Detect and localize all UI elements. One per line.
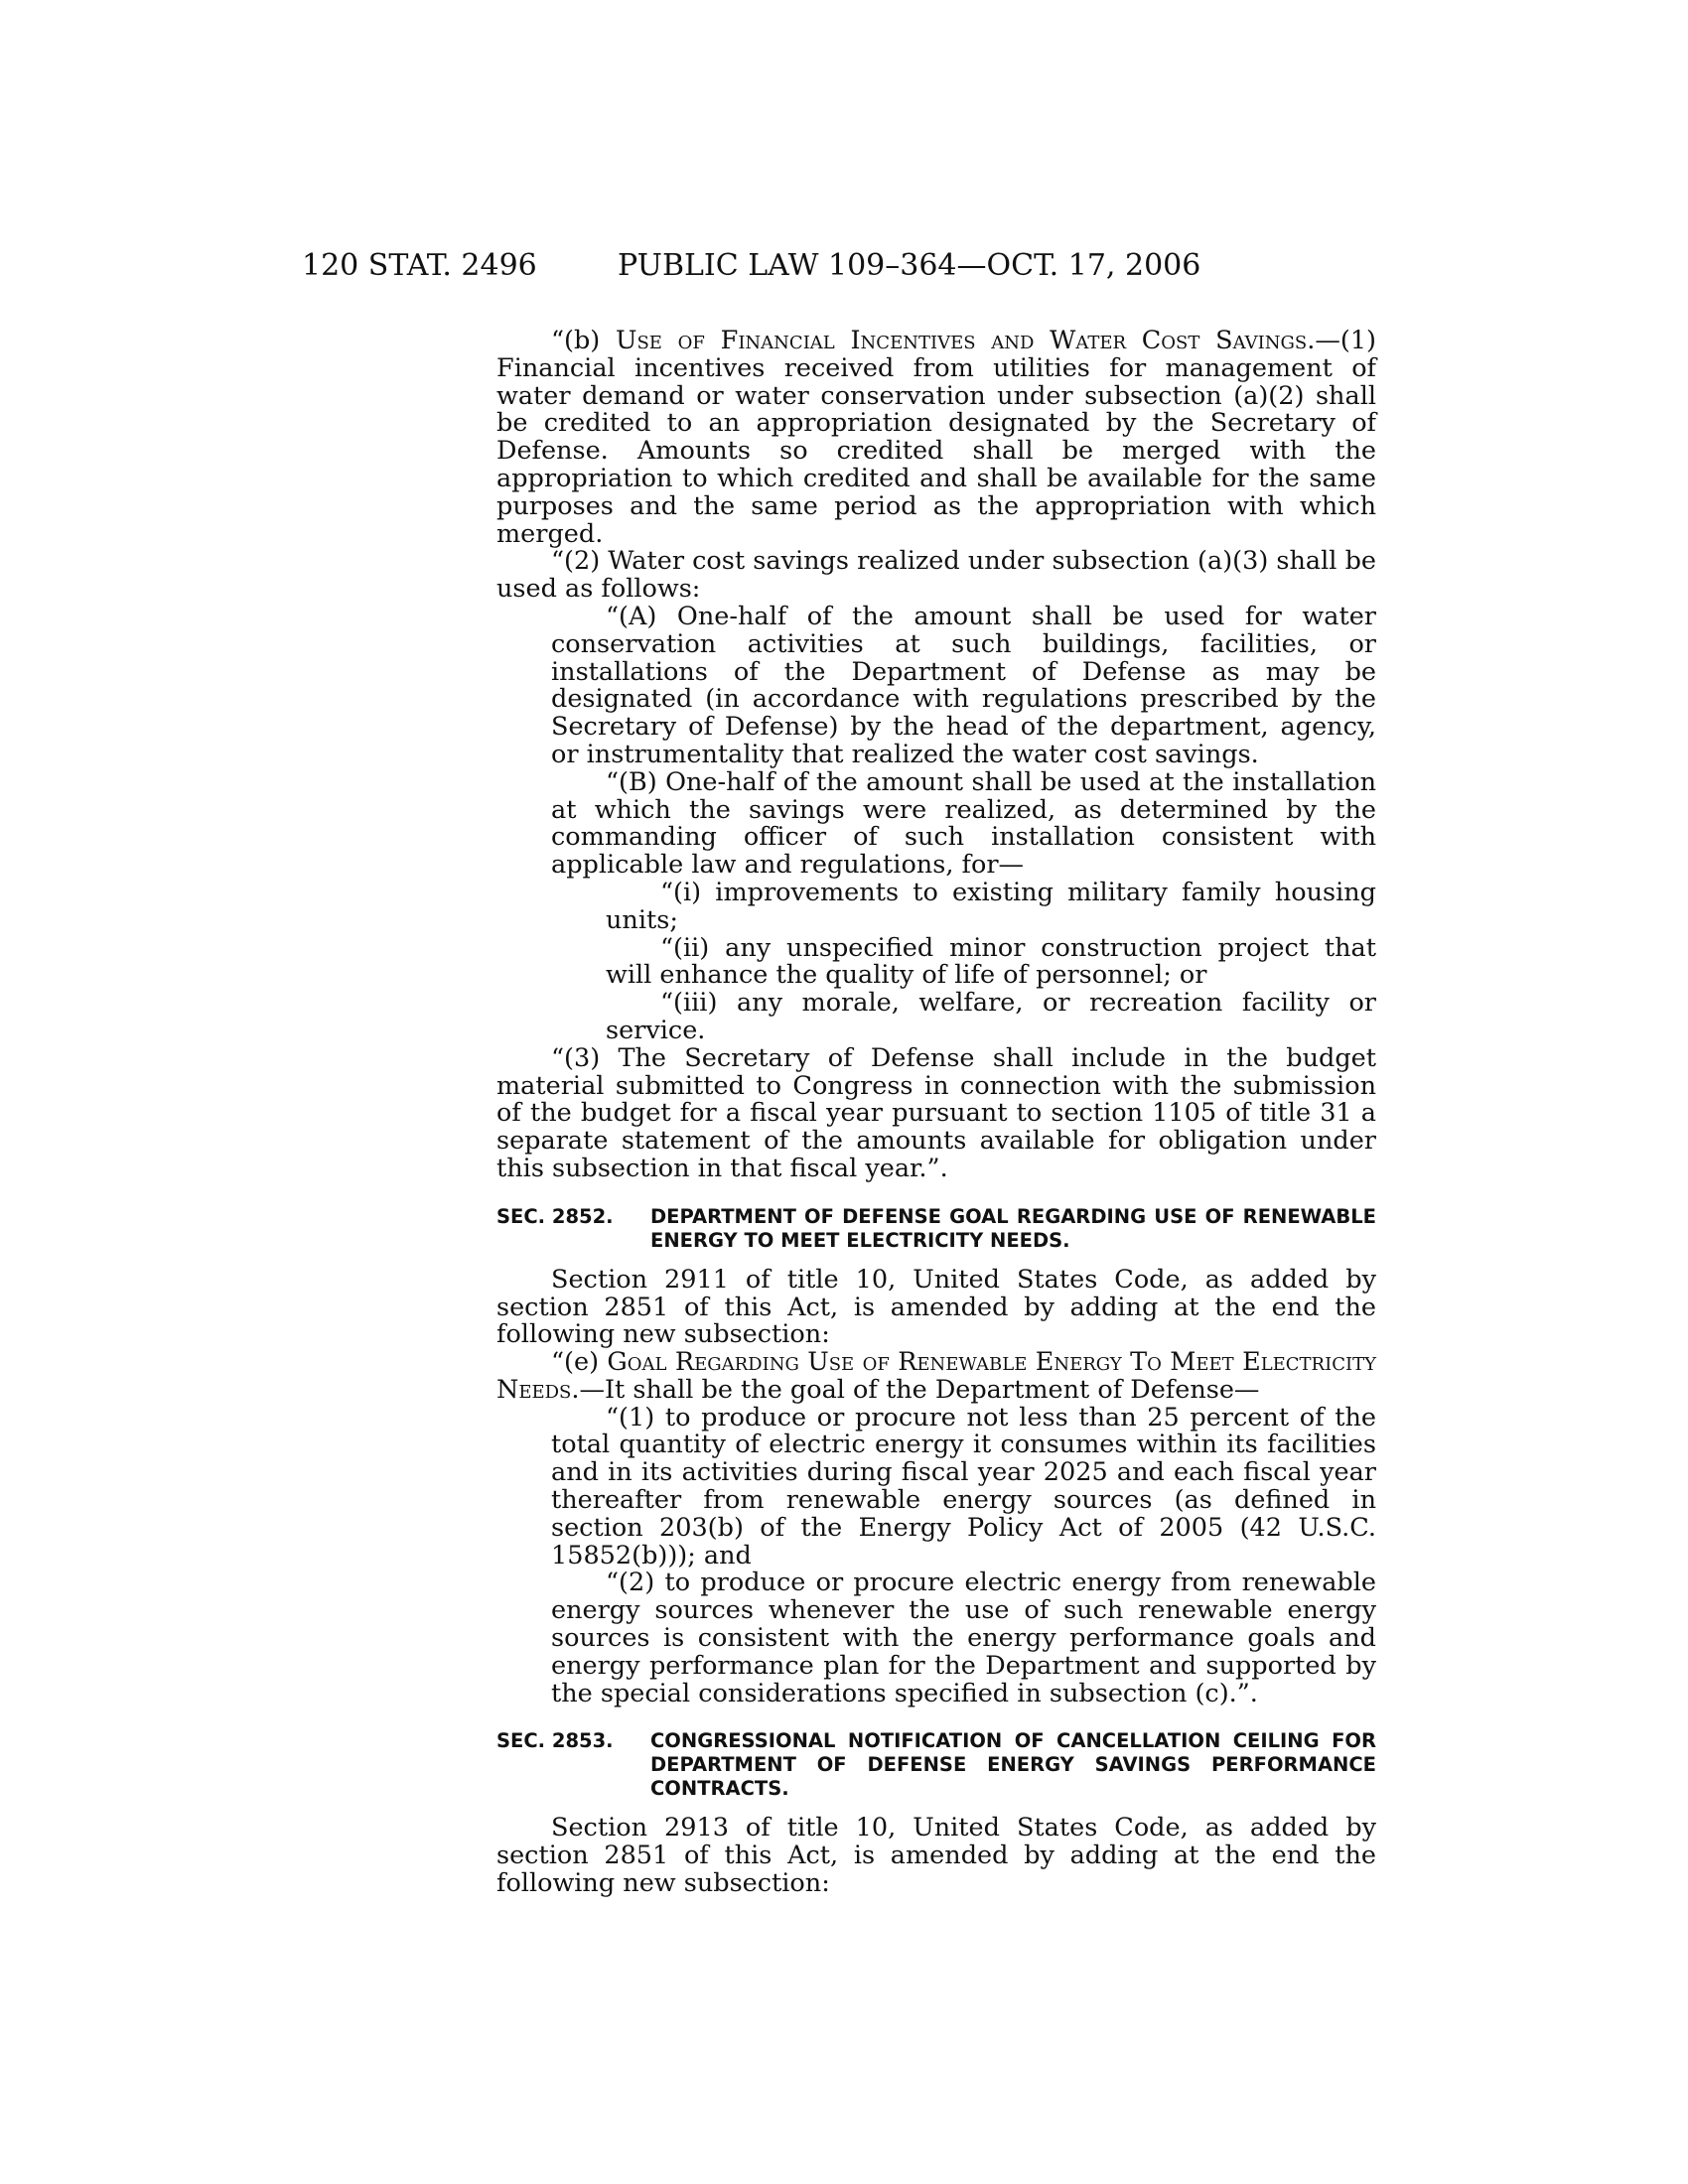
- stat-reference: 120 STAT. 2496: [302, 248, 537, 283]
- subsection-b-heading: Use of Financial Incentives and Water Cost Savings.: [615, 326, 1316, 355]
- section-2852-number: SEC. 2852.: [496, 1204, 614, 1228]
- subsection-e-text: —It shall be the goal of the Department of Defense—: [579, 1374, 1260, 1405]
- subsection-b-open: “(b): [551, 326, 616, 355]
- section-2852-intro: Section 2911 of title 10, United States Code, as added by section 2851 of this Act, is amended by adding at the end the following new subsection:: [496, 1264, 1376, 1350]
- subsection-e: [496, 1349, 1376, 1405]
- clause-iii: “(iii) any morale, welfare, or recreation facility or service.: [606, 988, 1376, 1045]
- section-2852-heading: [496, 1205, 1376, 1253]
- section-2853-heading: [496, 1729, 1376, 1801]
- public-law-reference: PUBLIC LAW 109–364—OCT. 17, 2006: [618, 248, 1201, 283]
- page-header: [302, 246, 1215, 286]
- document-body: [496, 328, 1376, 1898]
- clause-i: “(i) improvements to existing military family housing units;: [606, 877, 1376, 935]
- section-2853-title: CONGRESSIONAL NOTIFICATION OF CANCELLATION CEILING FOR DEPARTMENT OF DEFENSE ENERGY SAVINGS PERFORMANCE CONTRACTS.: [650, 1729, 1376, 1801]
- subparagraph-a: “(A) One-half of the amount shall be used for water conservation activities at such buildings, facilities, or installations of the Department of Defense as may be designated (in accordance with regulations prescribed by the Secretary of Defense) by the head of the department, agency, or instrumentality that realized the water cost savings.: [551, 601, 1376, 769]
- subparagraph-b: “(B) One-half of the amount shall be used at the installation at which the savings were realized, as determined by the commanding officer of such installation consistent with applicable law and regulations, for—: [551, 766, 1376, 881]
- subsection-e-heading: Goal Regarding Use of Renewable Energy To Meet Electricity Needs.: [496, 1347, 1376, 1405]
- subsection-e-open: “(e): [551, 1347, 608, 1378]
- goal-paragraph-1: “(1) to produce or procure not less than 25 percent of the total quantity of electric energy it consumes within its facilities and in its activities during fiscal year 2025 and each fiscal year thereafter from renewable energy sources (as defined in section 203(b) of the Energy Policy Act of 2005 (42 U.S.C. 15852(b))); and: [551, 1402, 1376, 1570]
- section-2853-intro: Section 2913 of title 10, United States Code, as added by section 2851 of this Act, is amended by adding at the end the following new subsection:: [496, 1813, 1376, 1899]
- clause-ii: “(ii) any unspecified minor construction project that will enhance the quality of life of personnel; or: [606, 932, 1376, 991]
- section-2852-title: DEPARTMENT OF DEFENSE GOAL REGARDING USE OF RENEWABLE ENERGY TO MEET ELECTRICITY NEEDS.: [650, 1204, 1376, 1252]
- subsection-b-text-1: —(1) Financial incentives received from utilities for management of water demand or water conservation under subsection (a)(2) shall be credited to an appropriation designated by the Secretary of Defense. Amounts so credited shall be merged with the appropriation to which credited and shall be available for the same purposes and the same period as the appropriation with which merged.: [496, 326, 1376, 549]
- subsection-b-paragraph-1: [496, 328, 1376, 548]
- section-2853-number: SEC. 2853.: [496, 1729, 614, 1753]
- subsection-b-paragraph-3: “(3) The Secretary of Defense shall include in the budget material submitted to Congress in connection with the submission of the budget for a fiscal year pursuant to section 1105 of title 31 a separate statement of the amounts available for obligation under this subsection in that fiscal year.”.: [496, 1042, 1376, 1183]
- goal-paragraph-2: “(2) to produce or procure electric energy from renewable energy sources whenever the use of such renewable energy sources is consistent with the energy performance goals and energy performance plan for the Department and supported by the special considerations specified in subsection (c).”.: [551, 1568, 1376, 1708]
- subsection-b-paragraph-2: “(2) Water cost savings realized under subsection (a)(3) shall be used as follows:: [496, 546, 1376, 605]
